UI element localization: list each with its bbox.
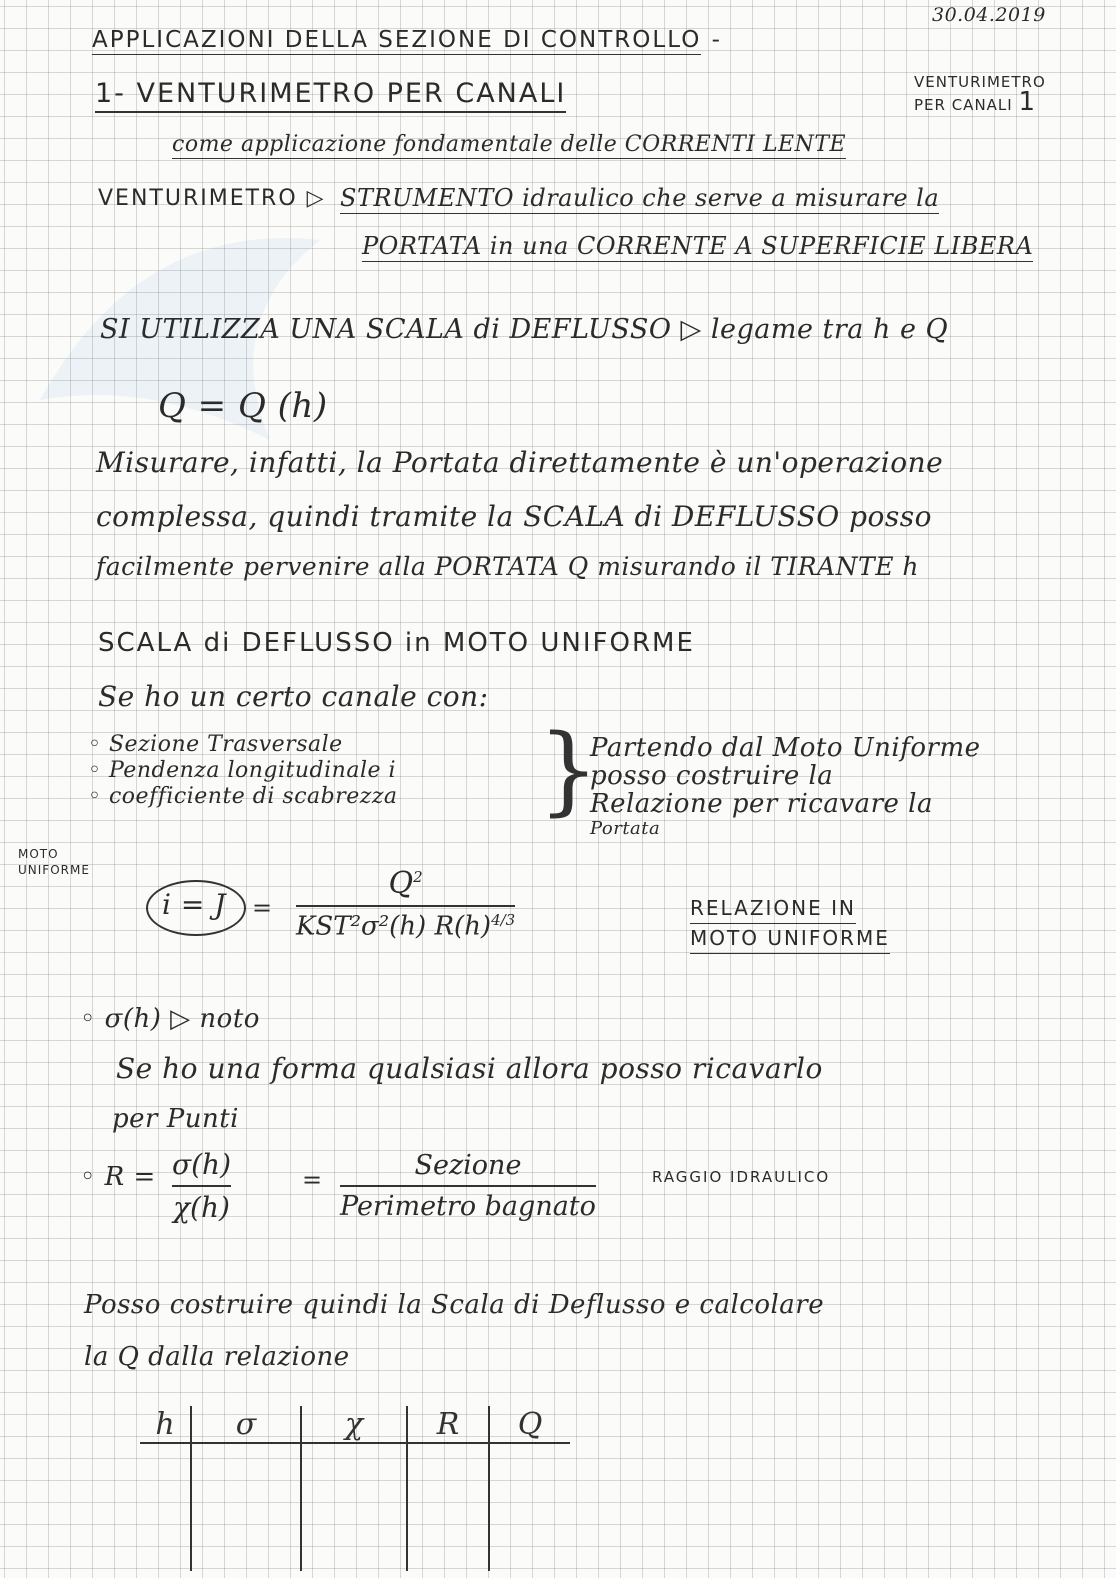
sigma-line2: per Punti bbox=[112, 1104, 239, 1134]
page-title bbox=[92, 24, 722, 54]
intro-subtitle: come applicazione fondamentale delle CORRENTI LENTE bbox=[172, 132, 847, 157]
values-table bbox=[140, 1406, 570, 1571]
equation-equals: = bbox=[252, 894, 273, 922]
scale-para-line3: facilmente pervenire alla PORTATA Q misurando il TIRANTE h bbox=[96, 552, 919, 581]
table-header-sigma: σ bbox=[191, 1406, 301, 1443]
section-heading: 1- VENTURIMETRO PER CANALI bbox=[95, 78, 566, 113]
table-cell bbox=[191, 1443, 301, 1571]
margin-note-line2: PER CANALI 1 bbox=[914, 87, 1037, 117]
fraction-bar bbox=[296, 905, 515, 907]
uniform-side-label: MOTO UNIFORME bbox=[18, 847, 90, 877]
table-row bbox=[140, 1443, 570, 1571]
table-header-R: R bbox=[407, 1406, 489, 1443]
uniform-brace-text: Partendo dal Moto Uniforme posso costruire la Relazione per ricavare la Portata bbox=[590, 733, 981, 839]
equation-denominator: KST²σ²(h) $R(h)^{4/3}$ bbox=[296, 911, 516, 942]
equation-lhs: i = J bbox=[162, 888, 226, 921]
date: 30.04.2019 bbox=[932, 4, 1046, 26]
equation-fraction bbox=[296, 866, 515, 942]
list-item: ◦ Sezione Trasversale bbox=[88, 732, 343, 757]
scale-line1: SI UTILIZZA UNA SCALA di DEFLUSSO ▷ legame tra h e Q bbox=[100, 314, 949, 345]
table-header-h: h bbox=[140, 1406, 191, 1443]
list-item: ◦ coefficiente di scabrezza bbox=[88, 784, 398, 809]
definition-term: VENTURIMETRO ▷ bbox=[98, 186, 326, 211]
table-cell bbox=[489, 1443, 570, 1571]
list-item: ◦ Pendenza longitudinale i bbox=[88, 758, 397, 783]
uniform-intro: Se ho un certo canale con: bbox=[98, 680, 489, 713]
scale-formula: Q = Q (h) bbox=[158, 386, 328, 426]
table-cell bbox=[301, 1443, 407, 1571]
page-title-text: APPLICAZIONI DELLA SEZIONE DI CONTROLLO bbox=[92, 27, 702, 53]
margin-note bbox=[914, 72, 1046, 115]
definition-line2: PORTATA in una CORRENTE A SUPERFICIE LIBERA bbox=[362, 232, 1034, 260]
table-header-Q: Q bbox=[489, 1406, 570, 1443]
margin-note-line1: VENTURIMETRO bbox=[914, 73, 1046, 91]
curly-brace-icon: } bbox=[538, 714, 600, 826]
R-fraction: σ(h) χ(h) bbox=[172, 1148, 231, 1224]
uniform-bullets bbox=[88, 732, 398, 810]
scale-para-line1: Misurare, infatti, la Portata direttamente è un'operazione bbox=[96, 446, 944, 479]
fraction-bar bbox=[340, 1185, 596, 1187]
table-header-row bbox=[140, 1406, 570, 1443]
R-equals: = bbox=[302, 1166, 323, 1194]
definition-line1: STRUMENTO idraulico che serve a misurare la bbox=[340, 184, 940, 212]
R-bullet: ◦ R = bbox=[80, 1162, 156, 1192]
sigma-line1: Se ho una forma qualsiasi allora posso ricavarlo bbox=[116, 1052, 823, 1085]
R-label: RAGGIO IDRAULICO bbox=[652, 1168, 831, 1186]
R-word-fraction: Sezione Perimetro bagnato bbox=[340, 1150, 596, 1222]
margin-note-number: 1 bbox=[1018, 87, 1037, 117]
equation-numerator: $Q^2$ bbox=[388, 866, 423, 901]
sigma-bullet: ◦ σ(h) ▷ noto bbox=[80, 1004, 260, 1034]
closing-line1: Posso costruire quindi la Scala di Deflusso e calcolare bbox=[84, 1290, 825, 1320]
equation-label: RELAZIONE IN MOTO UNIFORME bbox=[690, 894, 890, 954]
scale-para-line2: complessa, quindi tramite la SCALA di DEFLUSSO posso bbox=[96, 500, 933, 533]
table-cell bbox=[140, 1443, 191, 1571]
page-title-dash: - bbox=[711, 27, 722, 53]
table-cell bbox=[407, 1443, 489, 1571]
fraction-bar bbox=[172, 1185, 231, 1187]
table-header-chi: χ bbox=[301, 1406, 407, 1443]
uniform-heading: SCALA di DEFLUSSO in MOTO UNIFORME bbox=[98, 628, 695, 658]
closing-line2: la Q dalla relazione bbox=[84, 1342, 350, 1372]
